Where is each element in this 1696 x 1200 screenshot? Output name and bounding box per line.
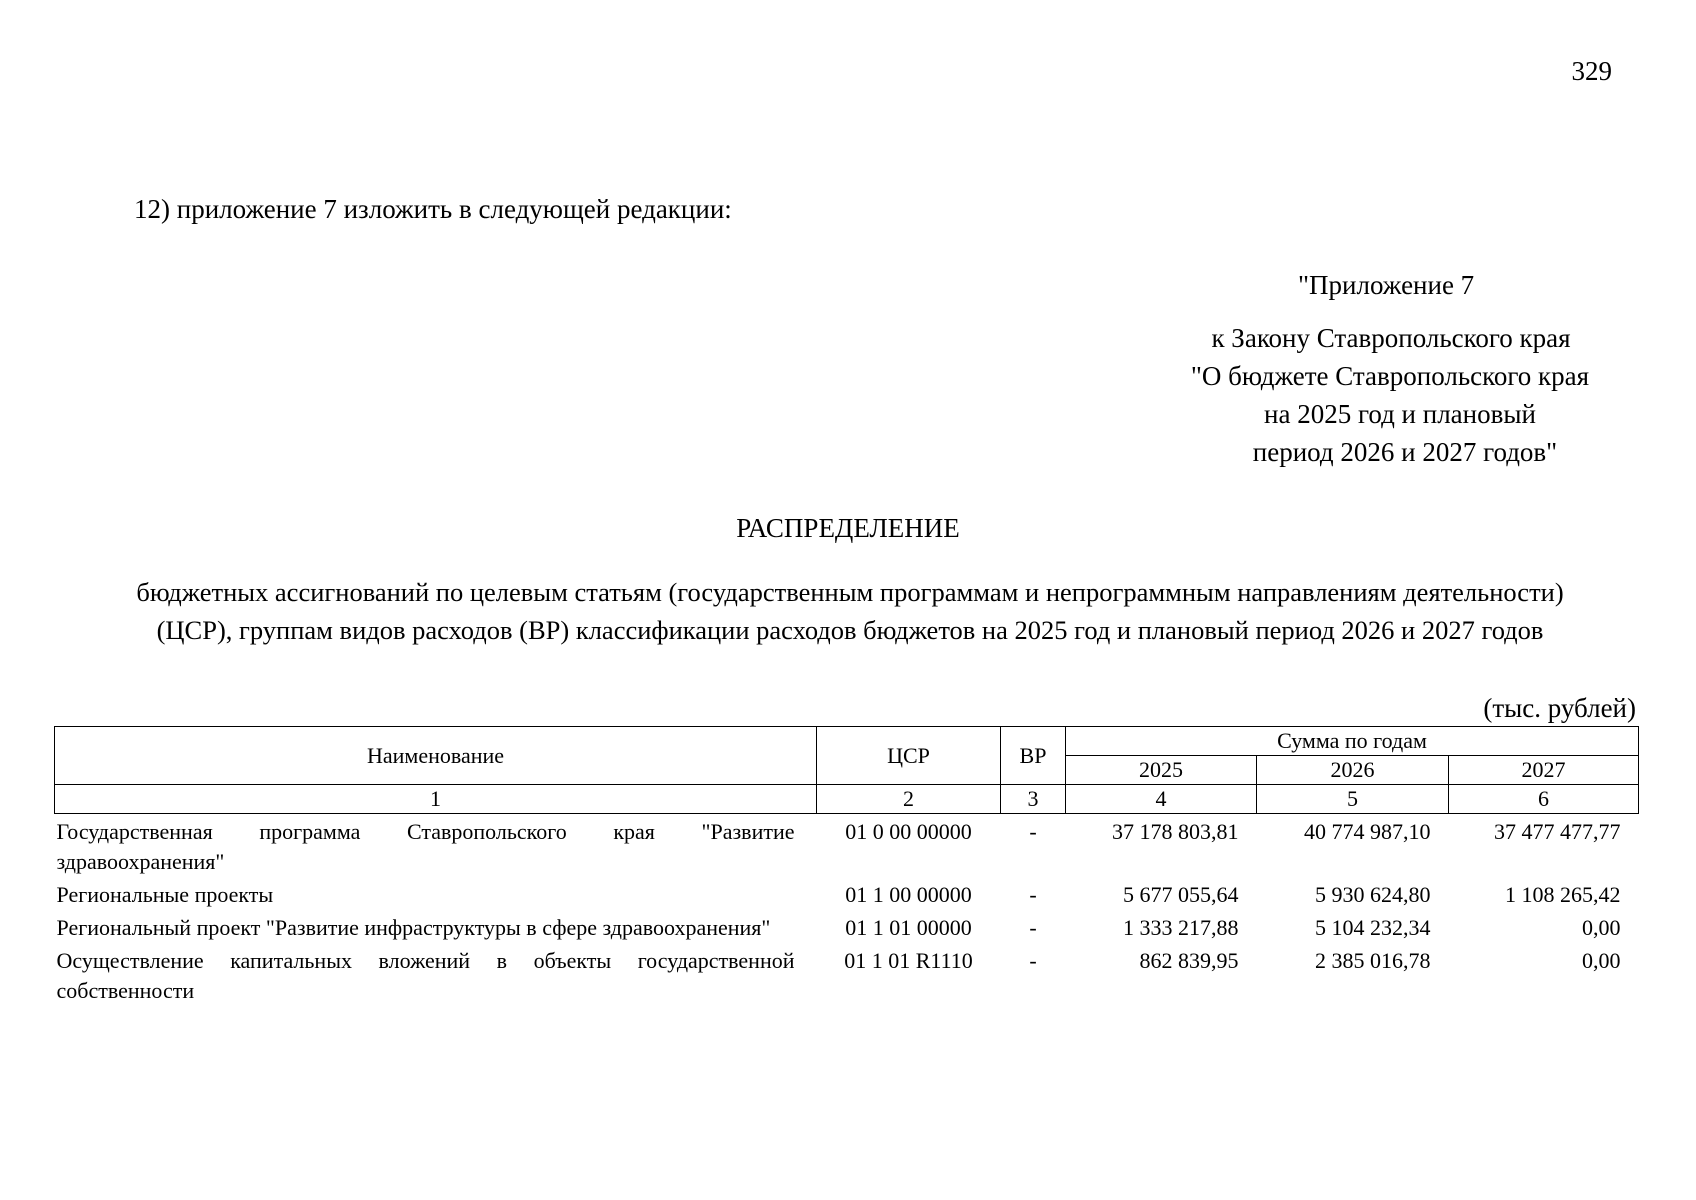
header-sum-by-years: Сумма по годам — [1066, 727, 1639, 756]
header-year-2026: 2026 — [1257, 756, 1449, 785]
amendment-instruction: 12) приложение 7 изложить в следующей редакции: — [134, 194, 732, 224]
row-name: Осуществление капитальных вложений в объекты государственной собственности — [56, 948, 795, 1003]
table-row — [55, 814, 1639, 878]
row-vr: - — [1029, 915, 1037, 940]
table-row — [55, 910, 1639, 943]
table-row — [55, 943, 1639, 1006]
header-vr: ВР — [1001, 727, 1066, 785]
row-sum-2026: 40 774 987,10 — [1304, 819, 1431, 844]
annex-line: на 2025 год и плановый — [1264, 399, 1536, 429]
row-sum-2026: 2 385 016,78 — [1315, 948, 1431, 973]
header-name: Наименование — [55, 727, 817, 785]
document-title: РАСПРЕДЕЛЕНИЕ — [736, 513, 960, 543]
annex-line: "О бюджете Ставропольского края — [1190, 361, 1590, 391]
unit-label: (тыс. рублей) — [1483, 693, 1636, 723]
page-number: 329 — [1571, 56, 1612, 86]
row-sum-2026: 5 930 624,80 — [1315, 882, 1431, 907]
column-number: 3 — [1001, 785, 1066, 814]
column-number-row — [55, 785, 1639, 814]
row-vr: - — [1029, 948, 1037, 973]
header-year-2025: 2025 — [1066, 756, 1257, 785]
table-row — [55, 877, 1639, 910]
annex-title: "Приложение 7 — [1298, 270, 1475, 300]
header-year-2027: 2027 — [1449, 756, 1639, 785]
row-sum-2027: 1 108 265,42 — [1505, 882, 1621, 907]
row-sum-2025: 1 333 217,88 — [1123, 915, 1239, 940]
row-sum-2025: 862 839,95 — [1139, 948, 1239, 973]
subtitle-line: (ЦСР), группам видов расходов (ВР) классификации расходов бюджетов на 2025 год и плановый период 2026 и 2027 годов — [156, 615, 1544, 645]
column-number: 2 — [817, 785, 1001, 814]
subtitle-line: бюджетных ассигнований по целевым статьям (государственным программам и непрограммным направлениям деятельности) — [136, 577, 1564, 607]
row-sum-2025: 37 178 803,81 — [1112, 819, 1239, 844]
row-sum-2027: 0,00 — [1582, 915, 1621, 940]
column-number: 6 — [1449, 785, 1639, 814]
row-name: Государственная программа Ставропольского края "Развитие здравоохранения" — [56, 819, 795, 874]
document-subtitle — [60, 573, 1640, 649]
row-sum-2027: 0,00 — [1582, 948, 1621, 973]
row-csr: 01 0 00 00000 — [845, 819, 972, 844]
annex-line: к Закону Ставропольского края — [1211, 323, 1571, 353]
row-sum-2026: 5 104 232,34 — [1315, 915, 1431, 940]
column-number: 4 — [1066, 785, 1257, 814]
row-sum-2025: 5 677 055,64 — [1123, 882, 1239, 907]
row-csr: 01 1 01 00000 — [845, 915, 972, 940]
row-sum-2027: 37 477 477,77 — [1494, 819, 1621, 844]
row-vr: - — [1029, 882, 1037, 907]
header-csr: ЦСР — [817, 727, 1001, 785]
column-number: 5 — [1257, 785, 1449, 814]
row-csr: 01 1 01 R1110 — [844, 948, 973, 973]
row-name: Региональные проекты — [56, 882, 274, 907]
row-vr: - — [1029, 819, 1037, 844]
row-csr: 01 1 00 00000 — [845, 882, 972, 907]
budget-table — [54, 726, 1639, 1006]
column-number: 1 — [55, 785, 817, 814]
row-name: Региональный проект "Развитие инфраструктуры в сфере здравоохранения" — [56, 915, 771, 940]
annex-line: период 2026 и 2027 годов" — [1252, 437, 1558, 467]
